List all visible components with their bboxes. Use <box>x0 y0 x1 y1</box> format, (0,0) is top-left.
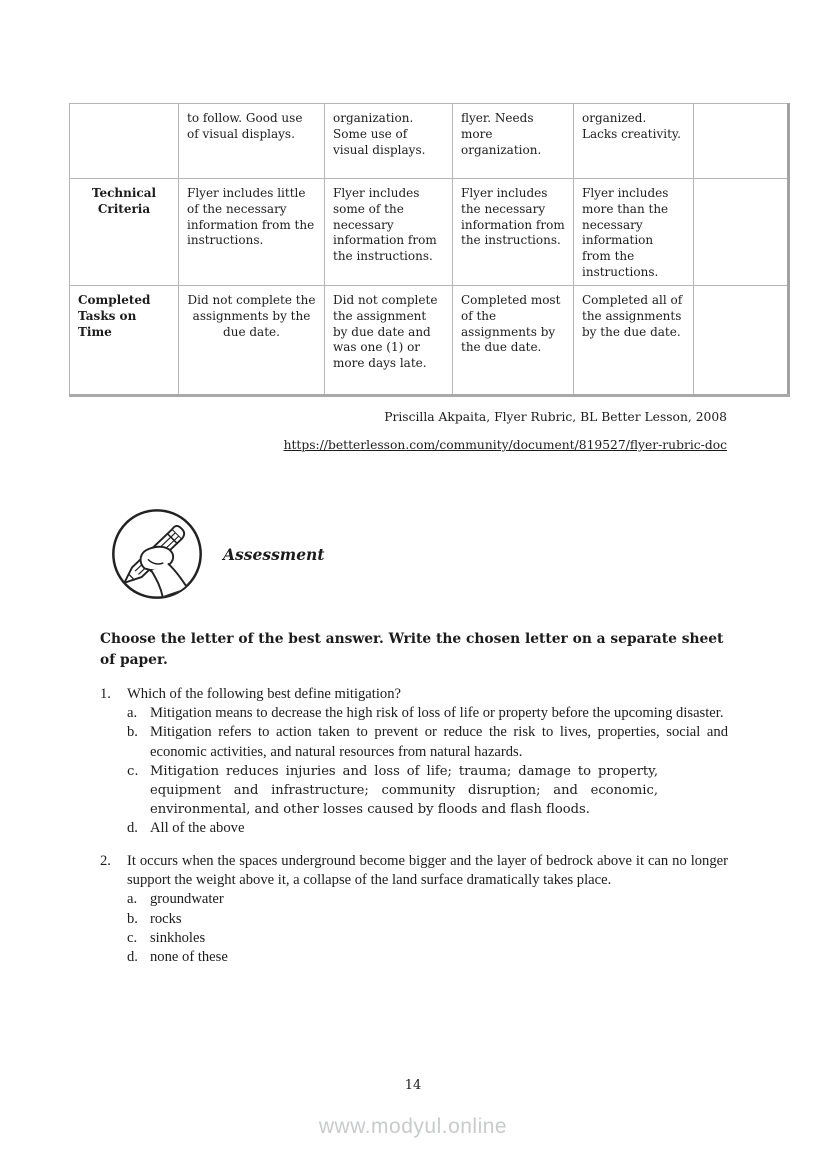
rubric-cell: Flyer includes more than the necessary information from the instructions. <box>574 179 694 286</box>
question-text: Which of the following best define mitigation? <box>127 686 401 702</box>
option-letter: a. <box>127 705 138 722</box>
question-2 <box>100 852 728 967</box>
rubric-source-link[interactable]: https://betterlesson.com/community/document/819527/flyer-rubric-doc <box>283 438 727 452</box>
option-text: none of these <box>150 949 228 966</box>
rubric-cell: flyer. Needs more organization. <box>453 104 574 179</box>
hand-writing-pencil-icon <box>109 506 205 602</box>
rubric-cell: organized. Lacks creativity. <box>574 104 694 179</box>
option-letter: d. <box>127 819 138 836</box>
table-row <box>70 104 789 179</box>
rubric-cell: Did not complete the assignment by due date and was one (1) or more days late. <box>325 286 453 396</box>
rubric-table <box>69 103 790 397</box>
assessment-title: Assessment <box>223 545 325 564</box>
rubric-cell <box>694 104 789 179</box>
option-c <box>127 762 728 819</box>
option-text: Mitigation refers to action taken to prevent or reduce the risk to lives, properties, social and economic activities, and natural resources from natural hazards. <box>150 724 728 760</box>
rubric-cell: Did not complete the assignments by the due date. <box>179 286 325 396</box>
option-d <box>127 819 728 838</box>
rubric-cell: organization. Some use of visual displays. <box>325 104 453 179</box>
option-letter: c. <box>127 929 138 946</box>
rubric-attribution: Priscilla Akpaita, Flyer Rubric, BL Better Lesson, 2008 <box>384 410 727 424</box>
rubric-cell: Flyer includes some of the necessary information from the instructions. <box>325 179 453 286</box>
assessment-instructions: Choose the letter of the best answer. Write the chosen letter on a separate sheet of paper. <box>100 631 724 669</box>
option-letter: b. <box>127 910 138 927</box>
question-1 <box>100 685 728 838</box>
option-letter: c. <box>127 763 139 779</box>
option-d <box>127 948 728 967</box>
options <box>127 704 728 838</box>
table-row <box>70 286 789 396</box>
option-c <box>127 929 728 948</box>
rubric-table-body <box>70 104 789 396</box>
question-number: 2. <box>100 853 111 870</box>
question-body <box>127 685 728 838</box>
rubric-cell: to follow. Good use of visual displays. <box>179 104 325 179</box>
option-text: Mitigation reduces injuries and loss of life; trauma; damage to property, equipment and infrastructure; community disruption; and economic, environmental, and other losses caused by floods and flash floods. <box>150 763 658 817</box>
criteria-cell: Technical Criteria <box>70 179 179 286</box>
rubric-cell: Flyer includes little of the necessary information from the instructions. <box>179 179 325 286</box>
option-text: Mitigation means to decrease the high risk of loss of life or property before the upcoming disaster. <box>150 705 724 722</box>
site-watermark: www.modyul.online <box>318 1115 508 1138</box>
question-body <box>127 852 728 967</box>
option-a <box>127 704 728 723</box>
page-number: 14 <box>404 1078 422 1093</box>
table-row <box>70 179 789 286</box>
option-letter: a. <box>127 891 138 908</box>
rubric-cell <box>694 179 789 286</box>
question-text: It occurs when the spaces underground become bigger and the layer of bedrock above it can no longer support the weight above it, a collapse of the land surface dramatically takes place. <box>127 853 728 889</box>
rubric-cell: Completed all of the assignments by the due date. <box>574 286 694 396</box>
option-text: rocks <box>150 910 182 927</box>
criteria-cell: Completed Tasks on Time <box>70 286 179 396</box>
question-list <box>100 685 728 967</box>
option-a <box>127 890 728 909</box>
rubric-cell: Flyer includes the necessary information from the instructions. <box>453 179 574 286</box>
option-text: groundwater <box>150 891 224 908</box>
assessment-section-header <box>109 506 449 606</box>
rubric-cell <box>694 286 789 396</box>
option-b <box>127 910 728 929</box>
question-number: 1. <box>100 686 111 702</box>
option-letter: b. <box>127 724 138 741</box>
rubric-source-link-line <box>100 437 727 453</box>
options <box>127 890 728 967</box>
criteria-cell <box>70 104 179 179</box>
option-text: All of the above <box>150 819 245 836</box>
option-text: sinkholes <box>150 929 206 946</box>
option-letter: d. <box>127 949 138 966</box>
option-b <box>127 723 728 761</box>
rubric-cell: Completed most of the assignments by the due date. <box>453 286 574 396</box>
